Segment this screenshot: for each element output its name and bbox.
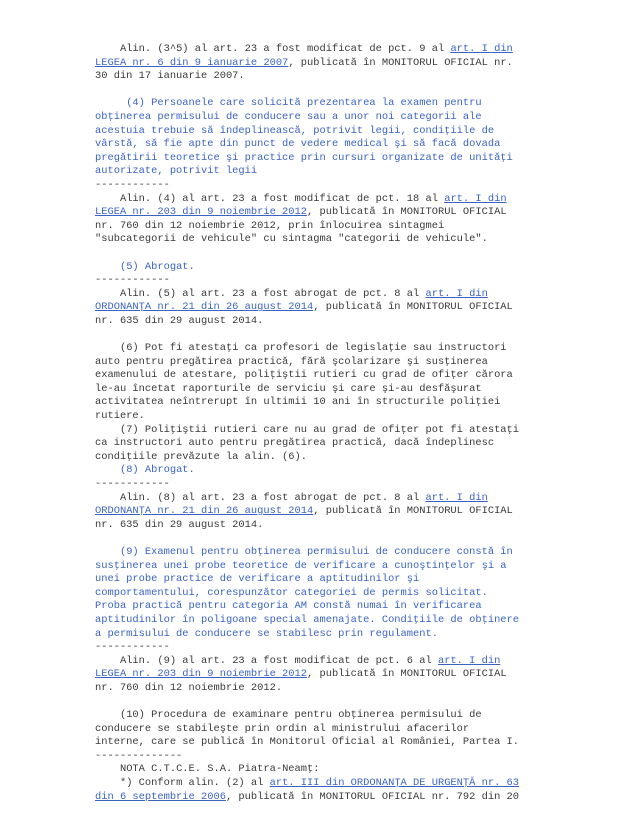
text-paragraph [95, 43, 565, 84]
paragraph-text: , publicată în MONITORUL OFICIAL nr. 760 din 12 noiembrie 2012. [95, 668, 507, 694]
law-reference-link[interactable]: art. I din ORDONANŢA nr. 21 din 26 august 2014 [95, 287, 488, 314]
paragraph-spacer [95, 328, 565, 342]
amended-paragraph [95, 261, 565, 275]
law-reference-link[interactable]: art. I din ORDONANŢA nr. 21 din 26 august 2014 [95, 491, 488, 518]
paragraph-spacer [95, 247, 565, 261]
paragraph-text: , publicată în MONITORUL OFICIAL nr. 635 din 29 august 2014. [95, 301, 513, 327]
paragraph-text: ------------ Alin. (5) al art. 23 a fost abrogat de pct. 8 al [95, 274, 420, 300]
amended-paragraph [95, 97, 565, 179]
amended-paragraph [95, 546, 565, 641]
law-reference-link[interactable]: art. I din LEGEA nr. 203 din 9 noiembrie 2012 [95, 654, 501, 681]
law-reference-link[interactable]: art. I din LEGEA nr. 6 din 9 ianuarie 2007 [95, 43, 513, 69]
amended-paragraph [95, 464, 565, 478]
paragraph-text: (4) Persoanele care solicită prezentarea la examen pentru obţinerea permisului de conducere sau a unor noi categorii ale acestuia trebuie să îndeplinească, potrivit legii, condiţiile de vârstă, să fie apte din punct de vedere medical şi să facă dovada pregătirii teoretice şi practice prin cursuri organizate de unităţi autorizate, potrivit legii [95, 97, 513, 178]
paragraph-text: , publicată în MONITORUL OFICIAL nr. 30 din 17 ianuarie 2007. [95, 56, 513, 83]
text-paragraph [95, 342, 565, 464]
text-paragraph [95, 179, 565, 247]
paragraph-text: (5) Abrogat. [95, 260, 195, 273]
text-paragraph [95, 274, 565, 328]
paragraph-text: ------------ Alin. (8) al art. 23 a fost abrogat de pct. 8 al [95, 478, 420, 504]
legal-text-page [95, 43, 565, 804]
paragraph-text: (9) Examenul pentru obţinerea permisului de conducere constă în susţinerea unei probe teoretice de verificare a cunoştinţelor şi a unei probe practice de verificare a aptitudinilor şi comportamentului, corespunzător categoriei de permis solicitat. Proba practică pentru categoria AM constă numai în verificarea aptitudinilor în poligoane special amenajate. Condiţiile de obţinere a permisului de conducere se stabilesc prin regulament. [95, 545, 520, 640]
law-reference-link[interactable]: art. III din ORDONANŢA DE URGENŢĂ nr. 63 din 6 septembrie 2006 [95, 777, 520, 803]
law-reference-link[interactable]: art. I din LEGEA nr. 203 din 9 noiembrie 2012 [95, 192, 507, 219]
paragraph-spacer [95, 84, 565, 98]
paragraph-spacer [95, 696, 565, 710]
paragraph-text: , publicată în MONITORUL OFICIAL nr. 760 din 12 noiembrie 2012, prin înlocuirea sintagmei "subcategorii de vehicule" cu sintagma "categorii de vehicule". [95, 206, 507, 246]
paragraph-text: , publicată în MONITORUL OFICIAL nr. 792 din 20 [225, 790, 520, 803]
paragraph-text: (10) Procedura de examinare pentru obţinerea permisului de conducere se stabileşte prin ordin al ministrului afacerilor interne, care se publică în Monitorul Oficial al României, Partea I. -------------- NOTA C.T.C.E. S.A. Piatra-Neamţ: *) Conform alin. (2) al [95, 709, 520, 790]
text-paragraph [95, 709, 565, 804]
text-paragraph [95, 641, 565, 695]
paragraph-text: (6) Pot fi atestaţi ca profesori de legislaţie sau instructori auto pentru pregătirea practică, fără şcolarizare şi susţinerea examenului de atestare, poliţiştii rutieri cu grad de ofiţer cărora le-au încetat raporturile de serviciu şi care şi-au desfăşurat activitatea neîntrerupt în ultimii 10 ani în structurile poliţiei rutiere. (7) Poliţiştii rutieri care nu au grad de ofiţer pot fi atestaţi ca instructori auto pentru pregătirea practică, dacă îndeplinesc condiţiile prevăzute la alin. (6). [95, 342, 520, 463]
paragraph-text: Alin. (3^5) al art. 23 a fost modificat de pct. 9 al [95, 43, 451, 55]
paragraph-text: ------------ Alin. (9) al art. 23 a fost modificat de pct. 6 al [95, 641, 432, 667]
paragraph-text: (8) Abrogat. [95, 464, 195, 477]
text-paragraph [95, 478, 565, 532]
paragraph-text: ------------ Alin. (4) al art. 23 a fost modificat de pct. 18 al [95, 178, 438, 205]
paragraph-spacer [95, 532, 565, 546]
paragraph-text: , publicată în MONITORUL OFICIAL nr. 635 din 29 august 2014. [95, 505, 513, 531]
